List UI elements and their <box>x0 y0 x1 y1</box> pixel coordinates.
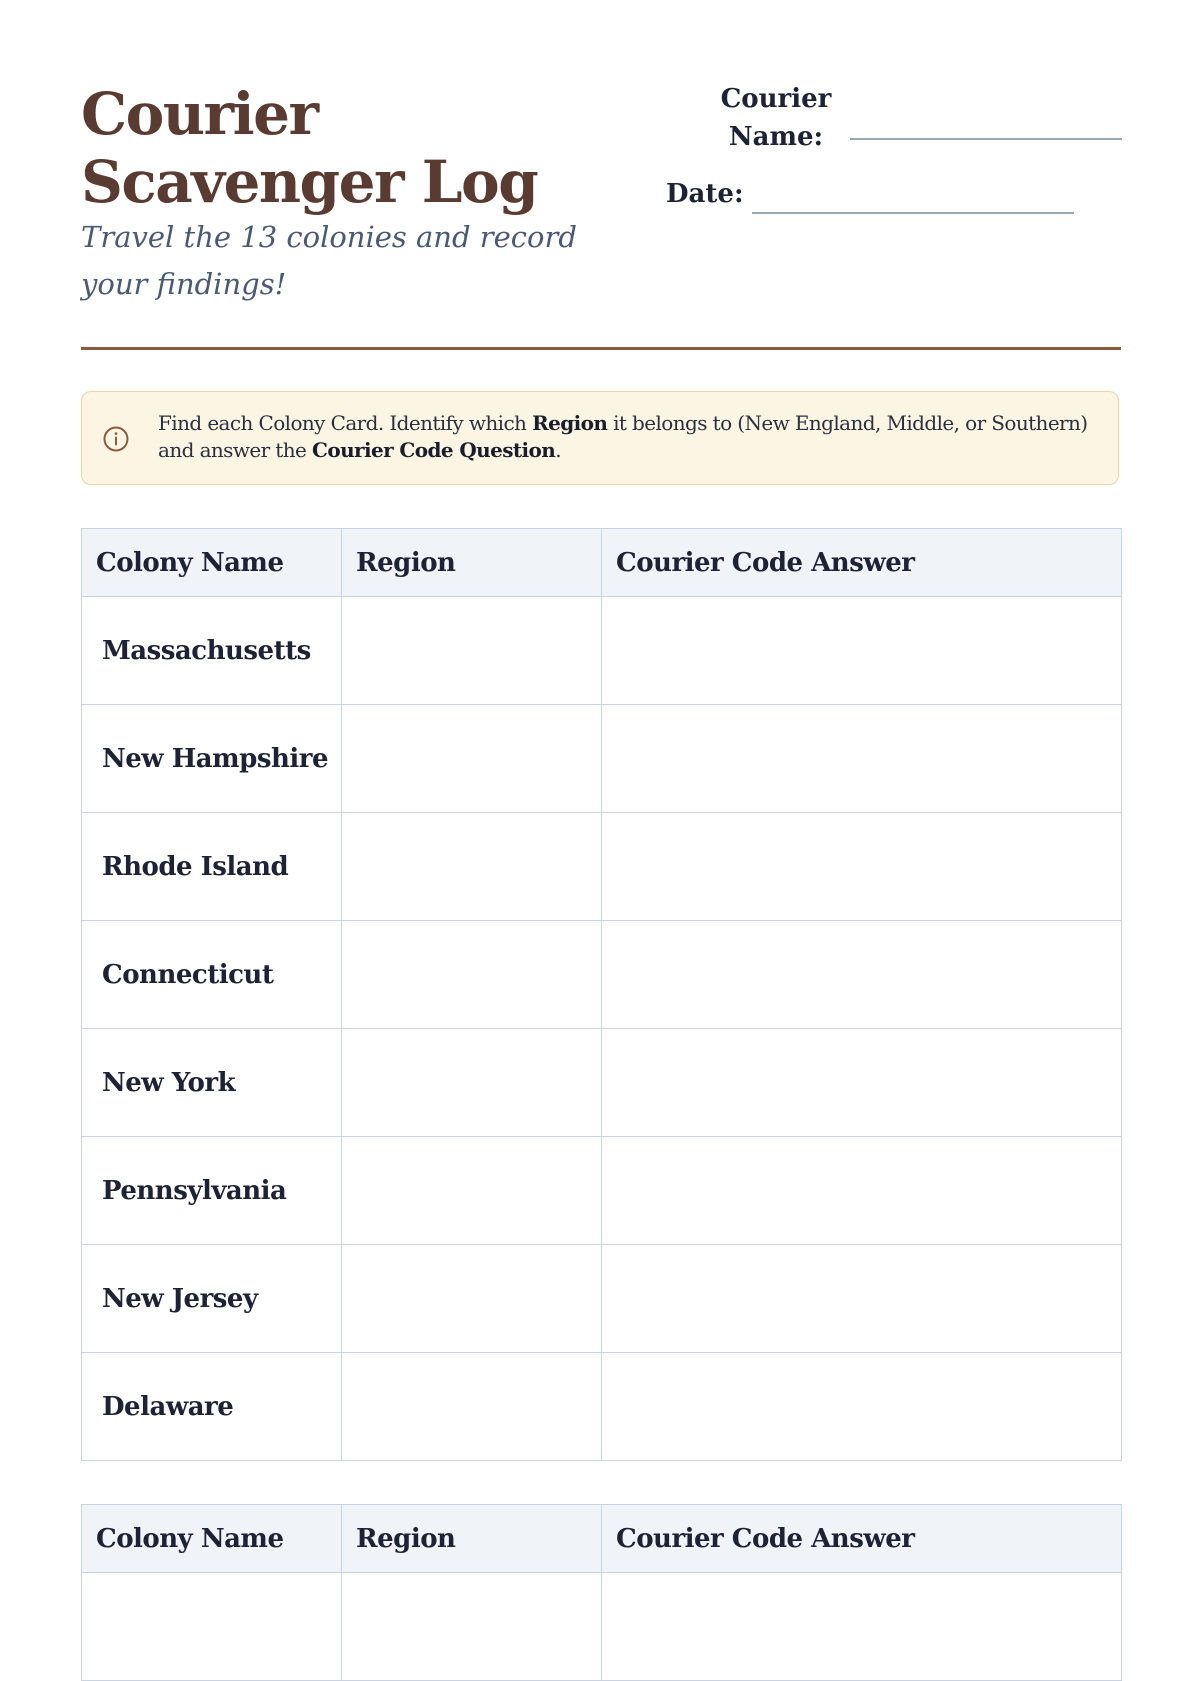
colony-name-cell: Pennsylvania <box>82 1137 342 1245</box>
region-cell[interactable] <box>342 1137 602 1245</box>
colony-name-cell: New Jersey <box>82 1245 342 1353</box>
table-row <box>82 921 1122 1029</box>
colony-name-cell: Delaware <box>82 1353 342 1461</box>
colony-log-table-2 <box>81 1504 1122 1681</box>
column-header-region: Region <box>342 1505 602 1573</box>
column-header-colony-name: Colony Name <box>82 1505 342 1573</box>
region-cell[interactable] <box>342 921 602 1029</box>
region-cell[interactable] <box>342 705 602 813</box>
header-divider <box>81 347 1121 350</box>
table-header-row <box>82 529 1122 597</box>
region-cell[interactable] <box>342 1573 602 1681</box>
instructions-region-emphasis: Region <box>532 411 608 435</box>
instructions-text-part: it belongs to (New England, Middle, or Southern) and answer the <box>158 411 1088 462</box>
colony-name-cell <box>82 1573 342 1681</box>
courier-code-answer-cell[interactable] <box>602 1353 1122 1461</box>
courier-code-answer-cell[interactable] <box>602 921 1122 1029</box>
column-header-courier-code-answer: Courier Code Answer <box>602 529 1122 597</box>
instructions-text-part: Find each Colony Card. Identify which <box>158 411 533 435</box>
courier-code-answer-cell[interactable] <box>602 705 1122 813</box>
page-subtitle: Travel the 13 colonies and record your findings! <box>81 220 577 301</box>
region-cell[interactable] <box>342 597 602 705</box>
courier-code-answer-cell[interactable] <box>602 597 1122 705</box>
table-row <box>82 1245 1122 1353</box>
table-row <box>82 705 1122 813</box>
page-title: Courier Scavenger Log <box>81 80 538 216</box>
table-row <box>82 1573 1122 1681</box>
courier-code-answer-cell[interactable] <box>602 813 1122 921</box>
courier-code-answer-cell[interactable] <box>602 1245 1122 1353</box>
table-row <box>82 1353 1122 1461</box>
region-cell[interactable] <box>342 1353 602 1461</box>
table-row <box>82 1029 1122 1137</box>
courier-name-label-line2: Name: <box>728 122 824 152</box>
courier-code-answer-cell[interactable] <box>602 1029 1122 1137</box>
instructions-text <box>158 410 1108 464</box>
colony-name-cell: Massachusetts <box>82 597 342 705</box>
colony-name-cell: New York <box>82 1029 342 1137</box>
colony-name-cell: Connecticut <box>82 921 342 1029</box>
table-row <box>82 1137 1122 1245</box>
column-header-courier-code-answer: Courier Code Answer <box>602 1505 1122 1573</box>
region-cell[interactable] <box>342 813 602 921</box>
courier-name-label-line1: Courier <box>720 84 832 114</box>
region-cell[interactable] <box>342 1029 602 1137</box>
instructions-text-part: . <box>555 438 561 462</box>
instructions-question-emphasis: Courier Code Question <box>312 438 556 462</box>
table-row <box>82 813 1122 921</box>
info-icon <box>102 425 130 453</box>
courier-code-answer-cell[interactable] <box>602 1573 1122 1681</box>
courier-code-answer-cell[interactable] <box>602 1137 1122 1245</box>
courier-name-field[interactable] <box>850 138 1122 140</box>
table-header-row <box>82 1505 1122 1573</box>
column-header-colony-name: Colony Name <box>82 529 342 597</box>
colony-name-cell: New Hampshire <box>82 705 342 813</box>
table-row <box>82 597 1122 705</box>
region-cell[interactable] <box>342 1245 602 1353</box>
date-label: Date: <box>666 179 744 209</box>
colony-log-table <box>81 528 1122 1461</box>
column-header-region: Region <box>342 529 602 597</box>
instructions-callout <box>81 391 1119 485</box>
colony-name-cell: Rhode Island <box>82 813 342 921</box>
courier-name-label <box>716 80 836 156</box>
date-field[interactable] <box>752 212 1074 214</box>
